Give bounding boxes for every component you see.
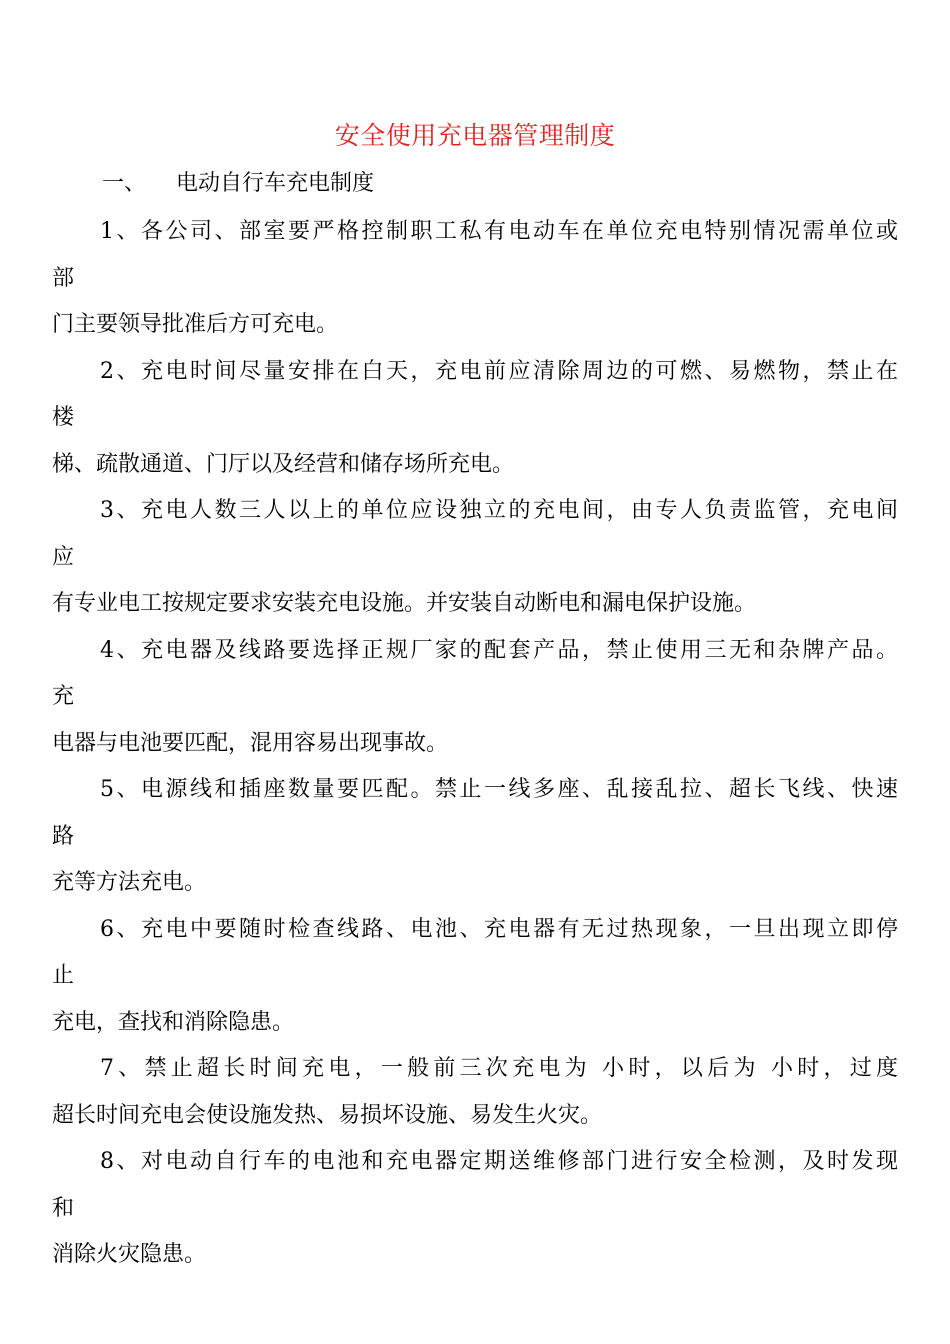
- body-line: 4、充电器及线路要选择正规厂家的配套产品，禁止使用三无和杂牌产品。: [100, 637, 898, 663]
- body-line: 止: [52, 963, 75, 988]
- body-line: 3、充电人数三人以上的单位应设独立的充电间，由专人负责监管，充电间: [100, 498, 898, 523]
- body-line: 2、充电时间尽量安排在白天，充电前应清除周边的可燃、易燃物，禁止在: [100, 358, 898, 384]
- body-line: 超长时间充电会使设施发热、易损坏设施、易发生火灾。: [52, 1102, 603, 1128]
- body-line: 8、对电动自行车的电池和充电器定期送维修部门进行安全检测，及时发现: [100, 1149, 898, 1174]
- body-line: 有专业电工按规定要求安装充电设施。并安装自动断电和漏电保护设施。: [52, 591, 757, 616]
- body-line: 电器与电池要匹配，混用容易出现事故。: [52, 730, 449, 756]
- body-line: 梯、疏散通道、门厅以及经营和储存场所充电。: [52, 451, 515, 477]
- body-line: 路: [52, 823, 75, 849]
- body-line: 楼: [52, 405, 75, 430]
- body-line: 充电，查找和消除隐患。: [52, 1009, 295, 1035]
- body-line: 充等方法充电。: [52, 870, 207, 895]
- section-heading: [102, 168, 374, 200]
- body-line: 5、电源线和插座数量要匹配。禁止一线多座、乱接乱拉、超长飞线、快速: [100, 777, 898, 802]
- section-title: 电动自行车充电制度: [176, 171, 375, 196]
- body-line: 充: [52, 684, 75, 709]
- body-line: 部: [52, 265, 75, 291]
- body-line: 1、各公司、部室要严格控制职工私有电动车在单位充电特别情况需单位或: [100, 219, 898, 244]
- body-line: 6、充电中要随时检查线路、电池、充电器有无过热现象，一旦出现立即停: [100, 916, 898, 942]
- body-line: 消除火灾隐患。: [52, 1242, 207, 1267]
- document-title: 安全使用充电器管理制度: [334, 121, 616, 150]
- document-body: [52, 209, 898, 1279]
- body-line: 7、禁止超长时间充电，一般前三次充电为 小时，以后为 小时，过度: [100, 1056, 898, 1081]
- body-line: 门主要领导批准后方可充电。: [52, 312, 339, 337]
- body-line: 和: [52, 1195, 75, 1221]
- body-line: 应: [52, 544, 75, 570]
- section-number: 一、: [102, 171, 147, 196]
